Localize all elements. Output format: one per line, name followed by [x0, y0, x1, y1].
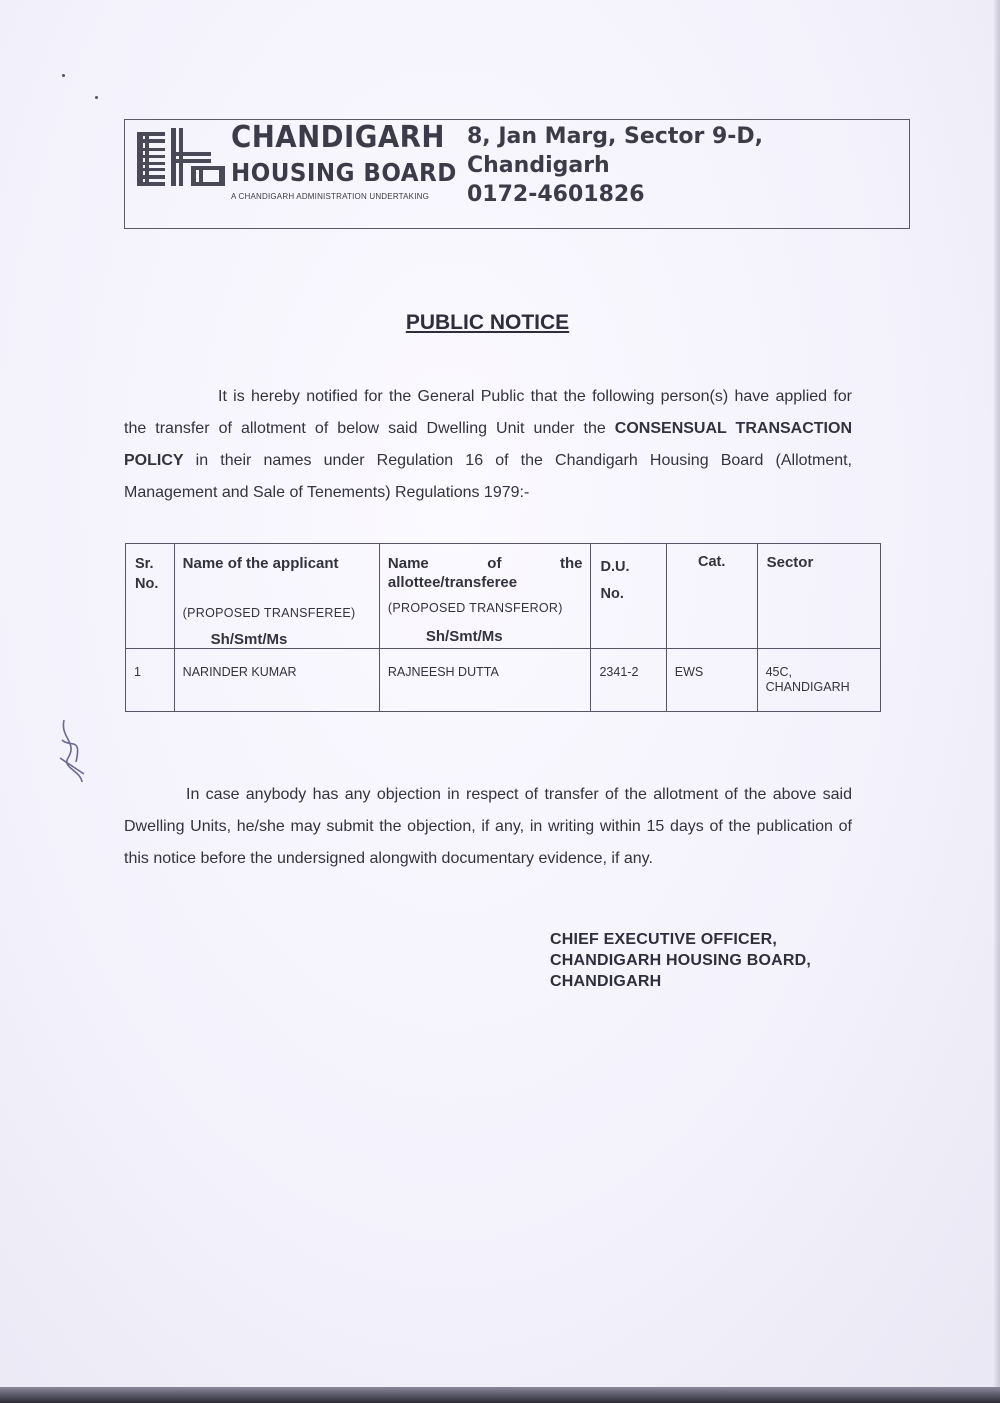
- scan-speck: [95, 96, 98, 99]
- header-applicant: [174, 544, 379, 649]
- header-text: Name of the applicant: [182, 555, 339, 572]
- policy-name: CONSENSUAL TRANSACTION POLICY: [124, 420, 852, 469]
- cell-text: EWS: [674, 665, 704, 679]
- header-title-prefix: Sh/Smt/Ms: [425, 628, 503, 645]
- letterhead: [124, 119, 910, 229]
- scan-bottom-edge: [0, 1387, 1000, 1403]
- header-title-prefix: Sh/Smt/Ms: [210, 631, 288, 648]
- header-subtext: (PROPOSED TRANSFEREE): [182, 606, 356, 620]
- cell-text: 45C,: [765, 665, 793, 679]
- address-line-1: 8, Jan Marg, Sector 9-D,: [467, 124, 764, 149]
- header-text: D.U.: [600, 559, 630, 575]
- org-name-line-1: CHANDIGARH: [231, 120, 445, 155]
- phone-number: 0172-4601826: [467, 182, 645, 207]
- notice-paragraph-2: In case anybody has any objection in respect of transfer of the allotment of the above said Dwelling Units, he/she may submit the objection, if any, in writing within 15 days of the publication of this notice before the undersigned alongwith documentary evidence, if any.: [124, 786, 852, 867]
- cell-applicant: [174, 649, 379, 712]
- notice-paragraph-1: [124, 381, 852, 509]
- address-line-2: Chandigarh: [467, 153, 610, 178]
- cell-sector: [757, 649, 880, 712]
- notice-title: PUBLIC NOTICE: [405, 311, 570, 334]
- header-subtext: (PROPOSED TRANSFEROR): [387, 601, 563, 615]
- header-du-no: [591, 544, 666, 649]
- header-category: [666, 544, 757, 649]
- header-text: Sr.: [135, 556, 154, 572]
- chb-logo-icon: [135, 128, 227, 190]
- cell-category: [666, 649, 757, 712]
- scan-speck: [62, 74, 65, 77]
- para1-text-a: It is hereby notified for the General Public that the following person(s) have applied for the transfer of allotment of below said Dwelling Unit under the: [124, 388, 852, 437]
- cell-text: 1: [134, 665, 141, 679]
- header-text: of: [487, 555, 502, 572]
- cell-text: CHANDIGARH: [765, 680, 850, 694]
- table-row: [126, 649, 881, 712]
- header-text: No.: [135, 576, 159, 592]
- signatory-org: CHANDIGARH HOUSING BOARD,: [550, 952, 811, 969]
- header-sr-no: [126, 544, 175, 649]
- org-tagline: A CHANDIGARH ADMINISTRATION UNDERTAKING: [231, 192, 430, 201]
- para1-text-b: in their names under Regulation 16 of the Chandigarh Housing Board (Allotment, Management and Sale of Tenements) Regulations 1979:-: [124, 452, 852, 501]
- cell-allottee: [379, 649, 591, 712]
- header-text: the: [559, 555, 583, 572]
- cell-text: NARINDER KUMAR: [182, 665, 297, 679]
- scan-edge: [994, 0, 1000, 1403]
- header-text: No.: [600, 586, 624, 602]
- org-name-line-2: HOUSING BOARD: [231, 158, 457, 187]
- cell-sr-no: [126, 649, 175, 712]
- header-text: Name: [387, 555, 429, 572]
- address-block: [467, 122, 763, 209]
- header-sector: [757, 544, 880, 649]
- header-allottee: [379, 544, 591, 649]
- table-header-row: [126, 544, 881, 649]
- signatory-city: CHANDIGARH: [550, 973, 662, 990]
- header-text: allottee/transferee: [387, 574, 518, 591]
- header-text: Cat.: [697, 554, 726, 570]
- header-text: Sector: [766, 554, 814, 571]
- signature-block: [550, 929, 811, 992]
- cell-du-no: [591, 649, 666, 712]
- signatory-title: CHIEF EXECUTIVE OFFICER,: [550, 931, 778, 948]
- initials-mark-icon: [56, 718, 88, 786]
- transfer-table: [125, 543, 881, 712]
- cell-text: RAJNEESH DUTTA: [387, 665, 499, 679]
- cell-text: 2341-2: [599, 665, 639, 679]
